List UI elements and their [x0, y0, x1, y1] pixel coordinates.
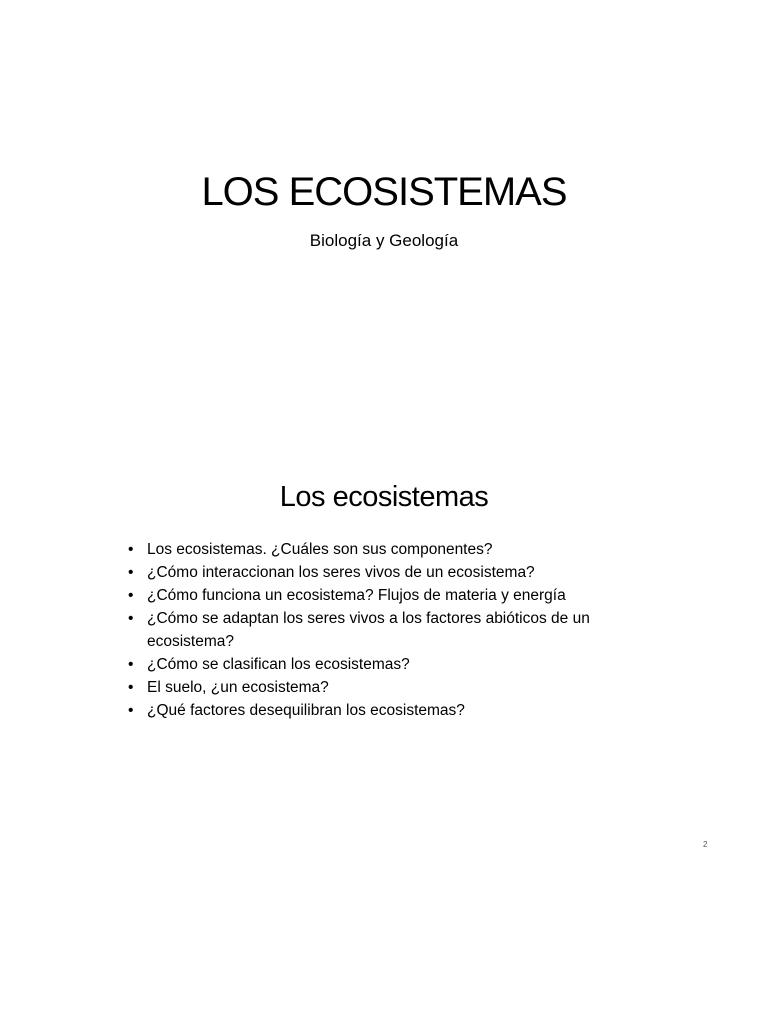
list-item [128, 584, 648, 607]
bullet-icon: • [128, 679, 134, 696]
bullet-icon: • [128, 587, 134, 604]
list-item-text: ¿Cómo se clasifican los ecosistemas? [147, 656, 410, 673]
list-item [128, 538, 648, 561]
bullet-icon: • [128, 610, 134, 627]
content-slide-title: Los ecosistemas [279, 481, 489, 513]
list-item-text: ¿Cómo se adaptan los seres vivos a los factores abióticos de un ecosistema? [147, 610, 590, 650]
list-item [128, 607, 648, 653]
list-item-text: ¿Cómo interaccionan los seres vivos de un ecosistema? [147, 564, 535, 581]
slide-subtitle: Biología y Geología [309, 231, 459, 250]
bullet-icon: • [128, 541, 134, 558]
list-item-text: El suelo, ¿un ecosistema? [147, 679, 329, 696]
page-number: 2 [703, 840, 708, 849]
bullet-icon: • [128, 702, 134, 719]
list-item-text: Los ecosistemas. ¿Cuáles son sus componentes? [147, 541, 493, 558]
list-item [128, 676, 648, 699]
list-item [128, 653, 648, 676]
list-item-text: ¿Qué factores desequilibran los ecosistemas? [147, 702, 465, 719]
list-item [128, 561, 648, 584]
bullet-icon: • [128, 656, 134, 673]
bullet-icon: • [128, 564, 134, 581]
list-item-text: ¿Cómo funciona un ecosistema? Flujos de materia y energía [147, 587, 566, 604]
list-item [128, 699, 648, 722]
bullet-list [128, 538, 648, 722]
slide-title: LOS ECOSISTEMAS [201, 170, 567, 214]
content-slide [0, 460, 768, 880]
title-slide [0, 0, 768, 400]
